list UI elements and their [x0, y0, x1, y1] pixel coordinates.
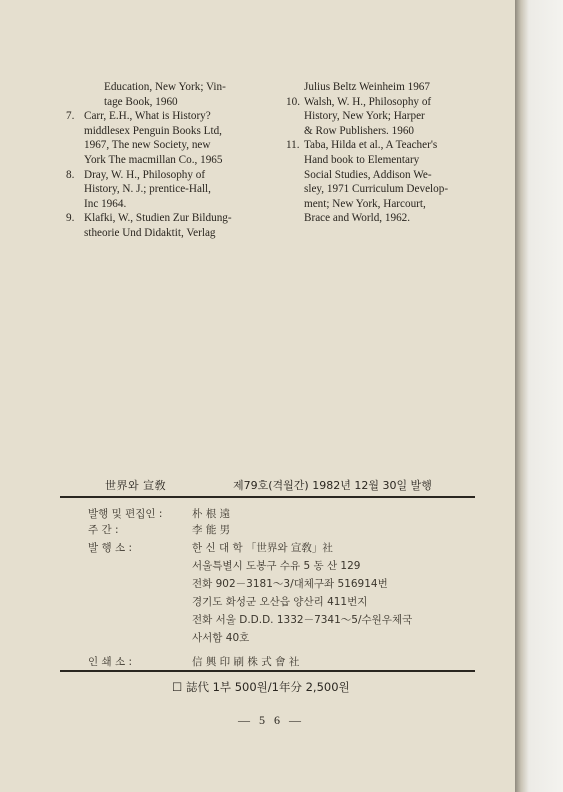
reference-item-11: 11. Taba, Hilda et al., A Teacher's Hand book to Elementary Social Studies, Addison We- sley, 1971 Curriculum Develop- ment; New York, Harcourt, Brace and World, 1962.	[286, 139, 449, 225]
page-edge	[515, 0, 563, 792]
colophon-bottom-rule	[60, 670, 475, 672]
address-line: 사서함 40호	[192, 632, 250, 644]
references-left-column	[66, 80, 258, 241]
reference-continuation: Education, New York; Vin- tage Book, 1960	[104, 81, 226, 108]
address-line: 전화 서울 D.D.D. 1332－7341～5/수원우체국	[192, 614, 413, 626]
printer-value: 信 興 印 刷 株 式 會 社	[192, 656, 300, 668]
issue-info: 제79호(격월간) 1982년 12월 30일 발행	[233, 479, 432, 492]
address-line: 경기도 화성군 오산읍 양산리 411번지	[192, 596, 368, 608]
office-label: 발 행 소 :	[88, 542, 132, 554]
office-value: 한 신 대 학 「世界와 宣敎」社	[192, 542, 333, 554]
reference-item-8: 8. Dray, W. H., Philosophy of History, N. J.; prentice-Hall, Inc 1964.	[66, 168, 211, 210]
reference-item-9: 9. Klafki, W., Studien Zur Bildung- stheorie Und Didaktit, Verlag	[66, 212, 232, 239]
reference-continuation: Julius Beltz Weinheim 1967	[304, 81, 430, 93]
publisher-label: 발행 및 편집인 :	[88, 508, 163, 520]
address-line: 전화 902－3181～3/대체구좌 516914번	[192, 578, 388, 590]
printer-label: 인 쇄 소 :	[88, 656, 132, 668]
journal-title: 世界와 宣敎	[105, 479, 167, 492]
reference-item-10: 10. Walsh, W. H., Philosophy of History, New York; Harper & Row Publishers. 1960	[286, 95, 432, 137]
reference-item-7: 7. Carr, E.H., What is History? middlesex Penguin Books Ltd, 1967, The new Society, new York The macmillan Co., 1965	[66, 110, 223, 166]
subscription-price: ☐ 誌代 1부 500원/1年分 2,500원	[172, 680, 350, 694]
editor-label: 주 간 :	[88, 524, 119, 536]
colophon-top-rule	[60, 496, 475, 498]
references-right-column	[286, 80, 478, 226]
page-number: — 5 6 —	[238, 713, 304, 727]
editor-value: 李 能 男	[192, 524, 231, 536]
address-line: 서울특별시 도봉구 수유 5 동 산 129	[192, 560, 361, 572]
publisher-value: 朴 根 遠	[192, 508, 231, 520]
